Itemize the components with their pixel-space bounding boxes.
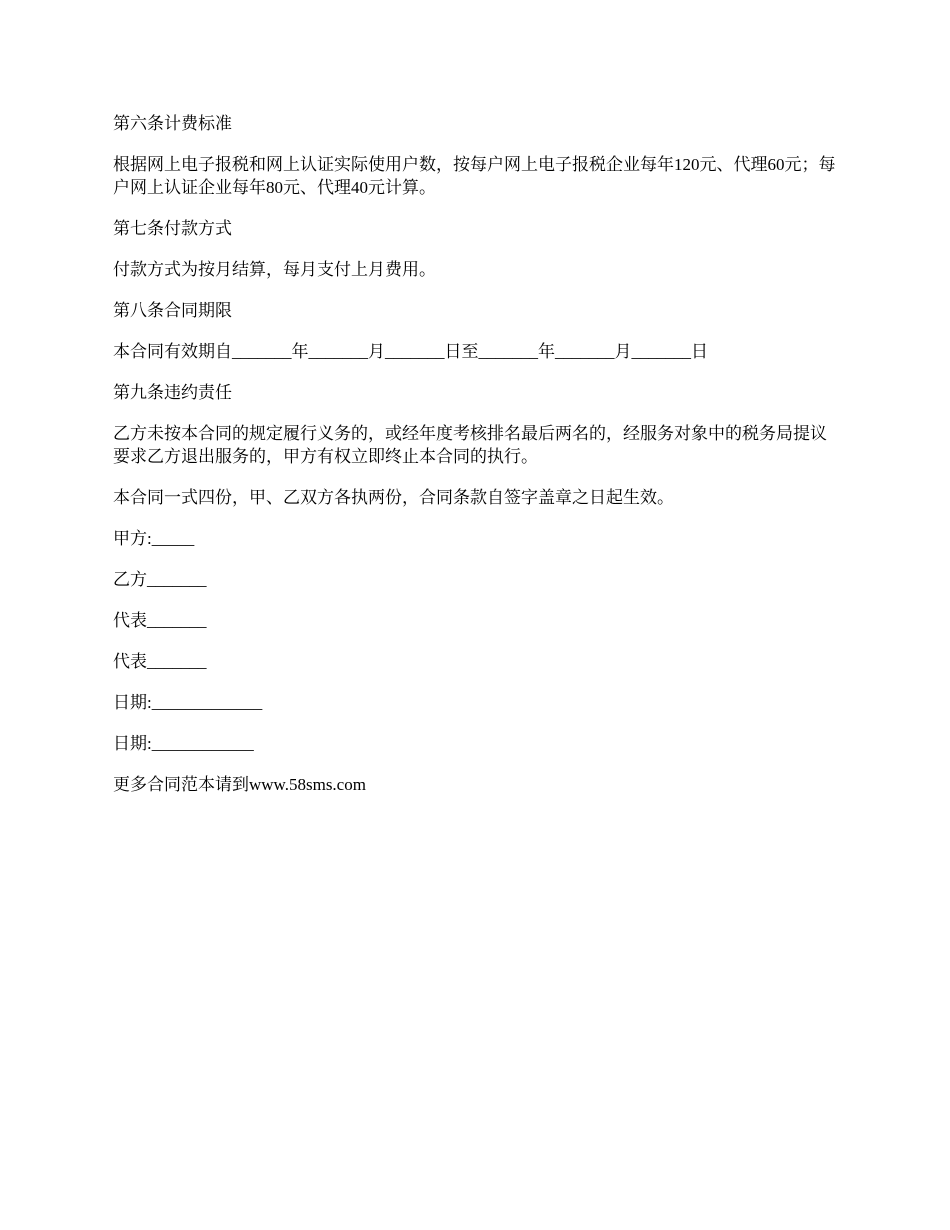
copies-clause: 本合同一式四份，甲、乙双方各执两份，合同条款自签字盖章之日起生效。 <box>113 488 674 507</box>
representative-line-1: 代表_______ <box>113 611 207 630</box>
date-line-2: 日期:____________ <box>113 734 254 753</box>
article-6-heading: 第六条计费标准 <box>113 114 232 133</box>
date-line-1: 日期:_____________ <box>113 693 263 712</box>
article-7-body: 付款方式为按月结算，每月支付上月费用。 <box>113 260 436 279</box>
article-9-body: 乙方未按本合同的规定履行义务的，或经年度考核排名最后两名的，经服务对象中的税务局提议要求乙方退出服务的，甲方有权立即终止本合同的执行。 <box>113 424 827 466</box>
article-8-body: 本合同有效期自_______年_______月_______日至_______年_______月_______日 <box>113 342 708 361</box>
article-8-heading: 第八条合同期限 <box>113 301 232 320</box>
article-6-body: 根据网上电子报税和网上认证实际使用户数，按每户网上电子报税企业每年120元、代理60元；每户网上认证企业每年80元、代理40元计算。 <box>113 155 836 197</box>
party-b-signature-line: 乙方_______ <box>113 570 207 589</box>
footer-website-note: 更多合同范本请到www.58sms.com <box>113 775 366 794</box>
party-a-signature-line: 甲方:_____ <box>113 529 195 548</box>
representative-line-2: 代表_______ <box>113 652 207 671</box>
article-9-heading: 第九条违约责任 <box>113 383 232 402</box>
article-7-heading: 第七条付款方式 <box>113 219 232 238</box>
document-page <box>113 112 843 814</box>
